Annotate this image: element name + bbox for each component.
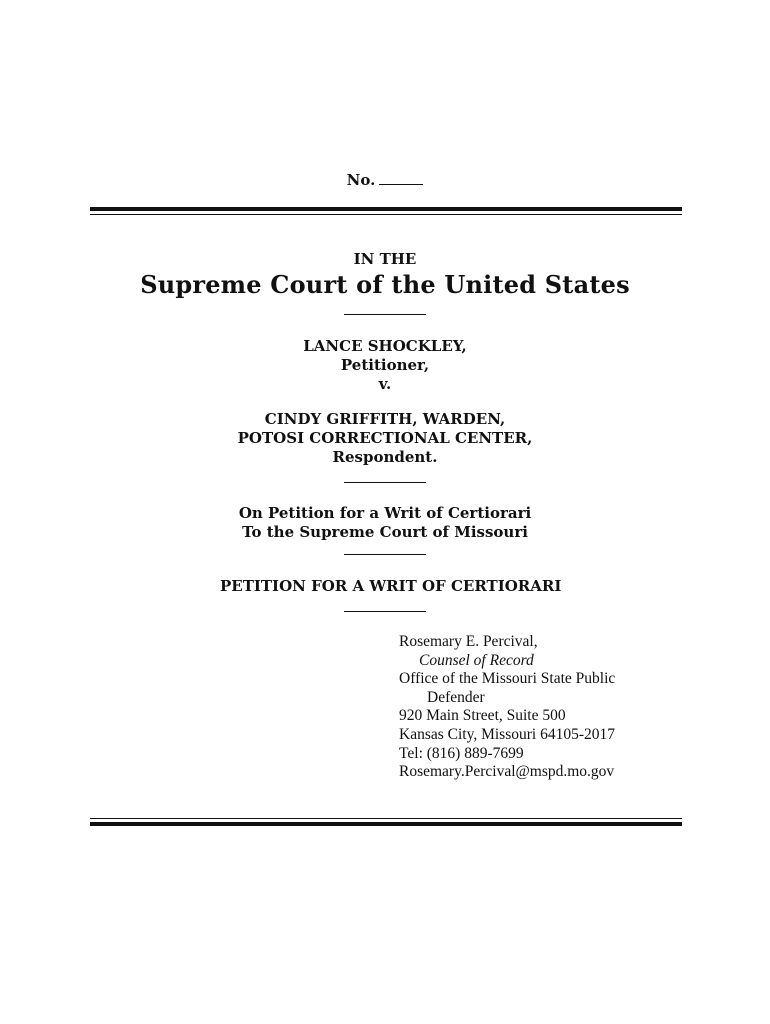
bottom-thin-rule	[90, 818, 682, 819]
counsel-office-line2: Defender	[427, 688, 485, 706]
docket-blank	[379, 170, 423, 185]
separator-rule-2	[344, 482, 426, 483]
counsel-city: Kansas City, Missouri 64105-2017	[399, 725, 615, 743]
in-the-heading: IN THE	[353, 250, 417, 268]
top-thick-rule	[90, 207, 682, 211]
counsel-role: Counsel of Record	[419, 651, 534, 669]
petitioner-name: LANCE SHOCKLEY,	[303, 337, 467, 355]
versus: v.	[378, 375, 392, 393]
respondent-line1: CINDY GRIFFITH, WARDEN,	[264, 410, 506, 428]
counsel-office-line1: Office of the Missouri State Public	[399, 670, 616, 688]
document-title: PETITION FOR A WRIT OF CERTIORARI	[220, 577, 562, 595]
counsel-name: Rosemary E. Percival,	[399, 633, 538, 650]
counsel-street: 920 Main Street, Suite 500	[399, 707, 566, 725]
bottom-thick-rule	[90, 822, 682, 826]
separator-rule-4	[344, 611, 426, 612]
respondent-line2: POTOSI CORRECTIONAL CENTER,	[237, 429, 533, 447]
counsel-block	[399, 633, 615, 782]
respondent-role: Respondent.	[332, 448, 438, 466]
counsel-tel: Tel: (816) 889-7699	[399, 744, 524, 762]
certiorari-line2: To the Supreme Court of Missouri	[242, 523, 528, 541]
petitioner-role: Petitioner,	[340, 356, 430, 374]
certiorari-line1: On Petition for a Writ of Certiorari	[238, 504, 532, 522]
certiorari-block	[0, 504, 770, 542]
docket-label: No.	[346, 171, 376, 189]
court-name: Supreme Court of the United States	[140, 270, 630, 299]
separator-rule-1	[344, 314, 426, 315]
top-thin-rule	[90, 214, 682, 215]
respondent-block	[0, 410, 770, 467]
separator-rule-3	[344, 554, 426, 555]
petitioner-block	[0, 337, 770, 394]
counsel-email: Rosemary.Percival@mspd.mo.gov	[399, 763, 615, 781]
docket-number	[0, 170, 770, 189]
